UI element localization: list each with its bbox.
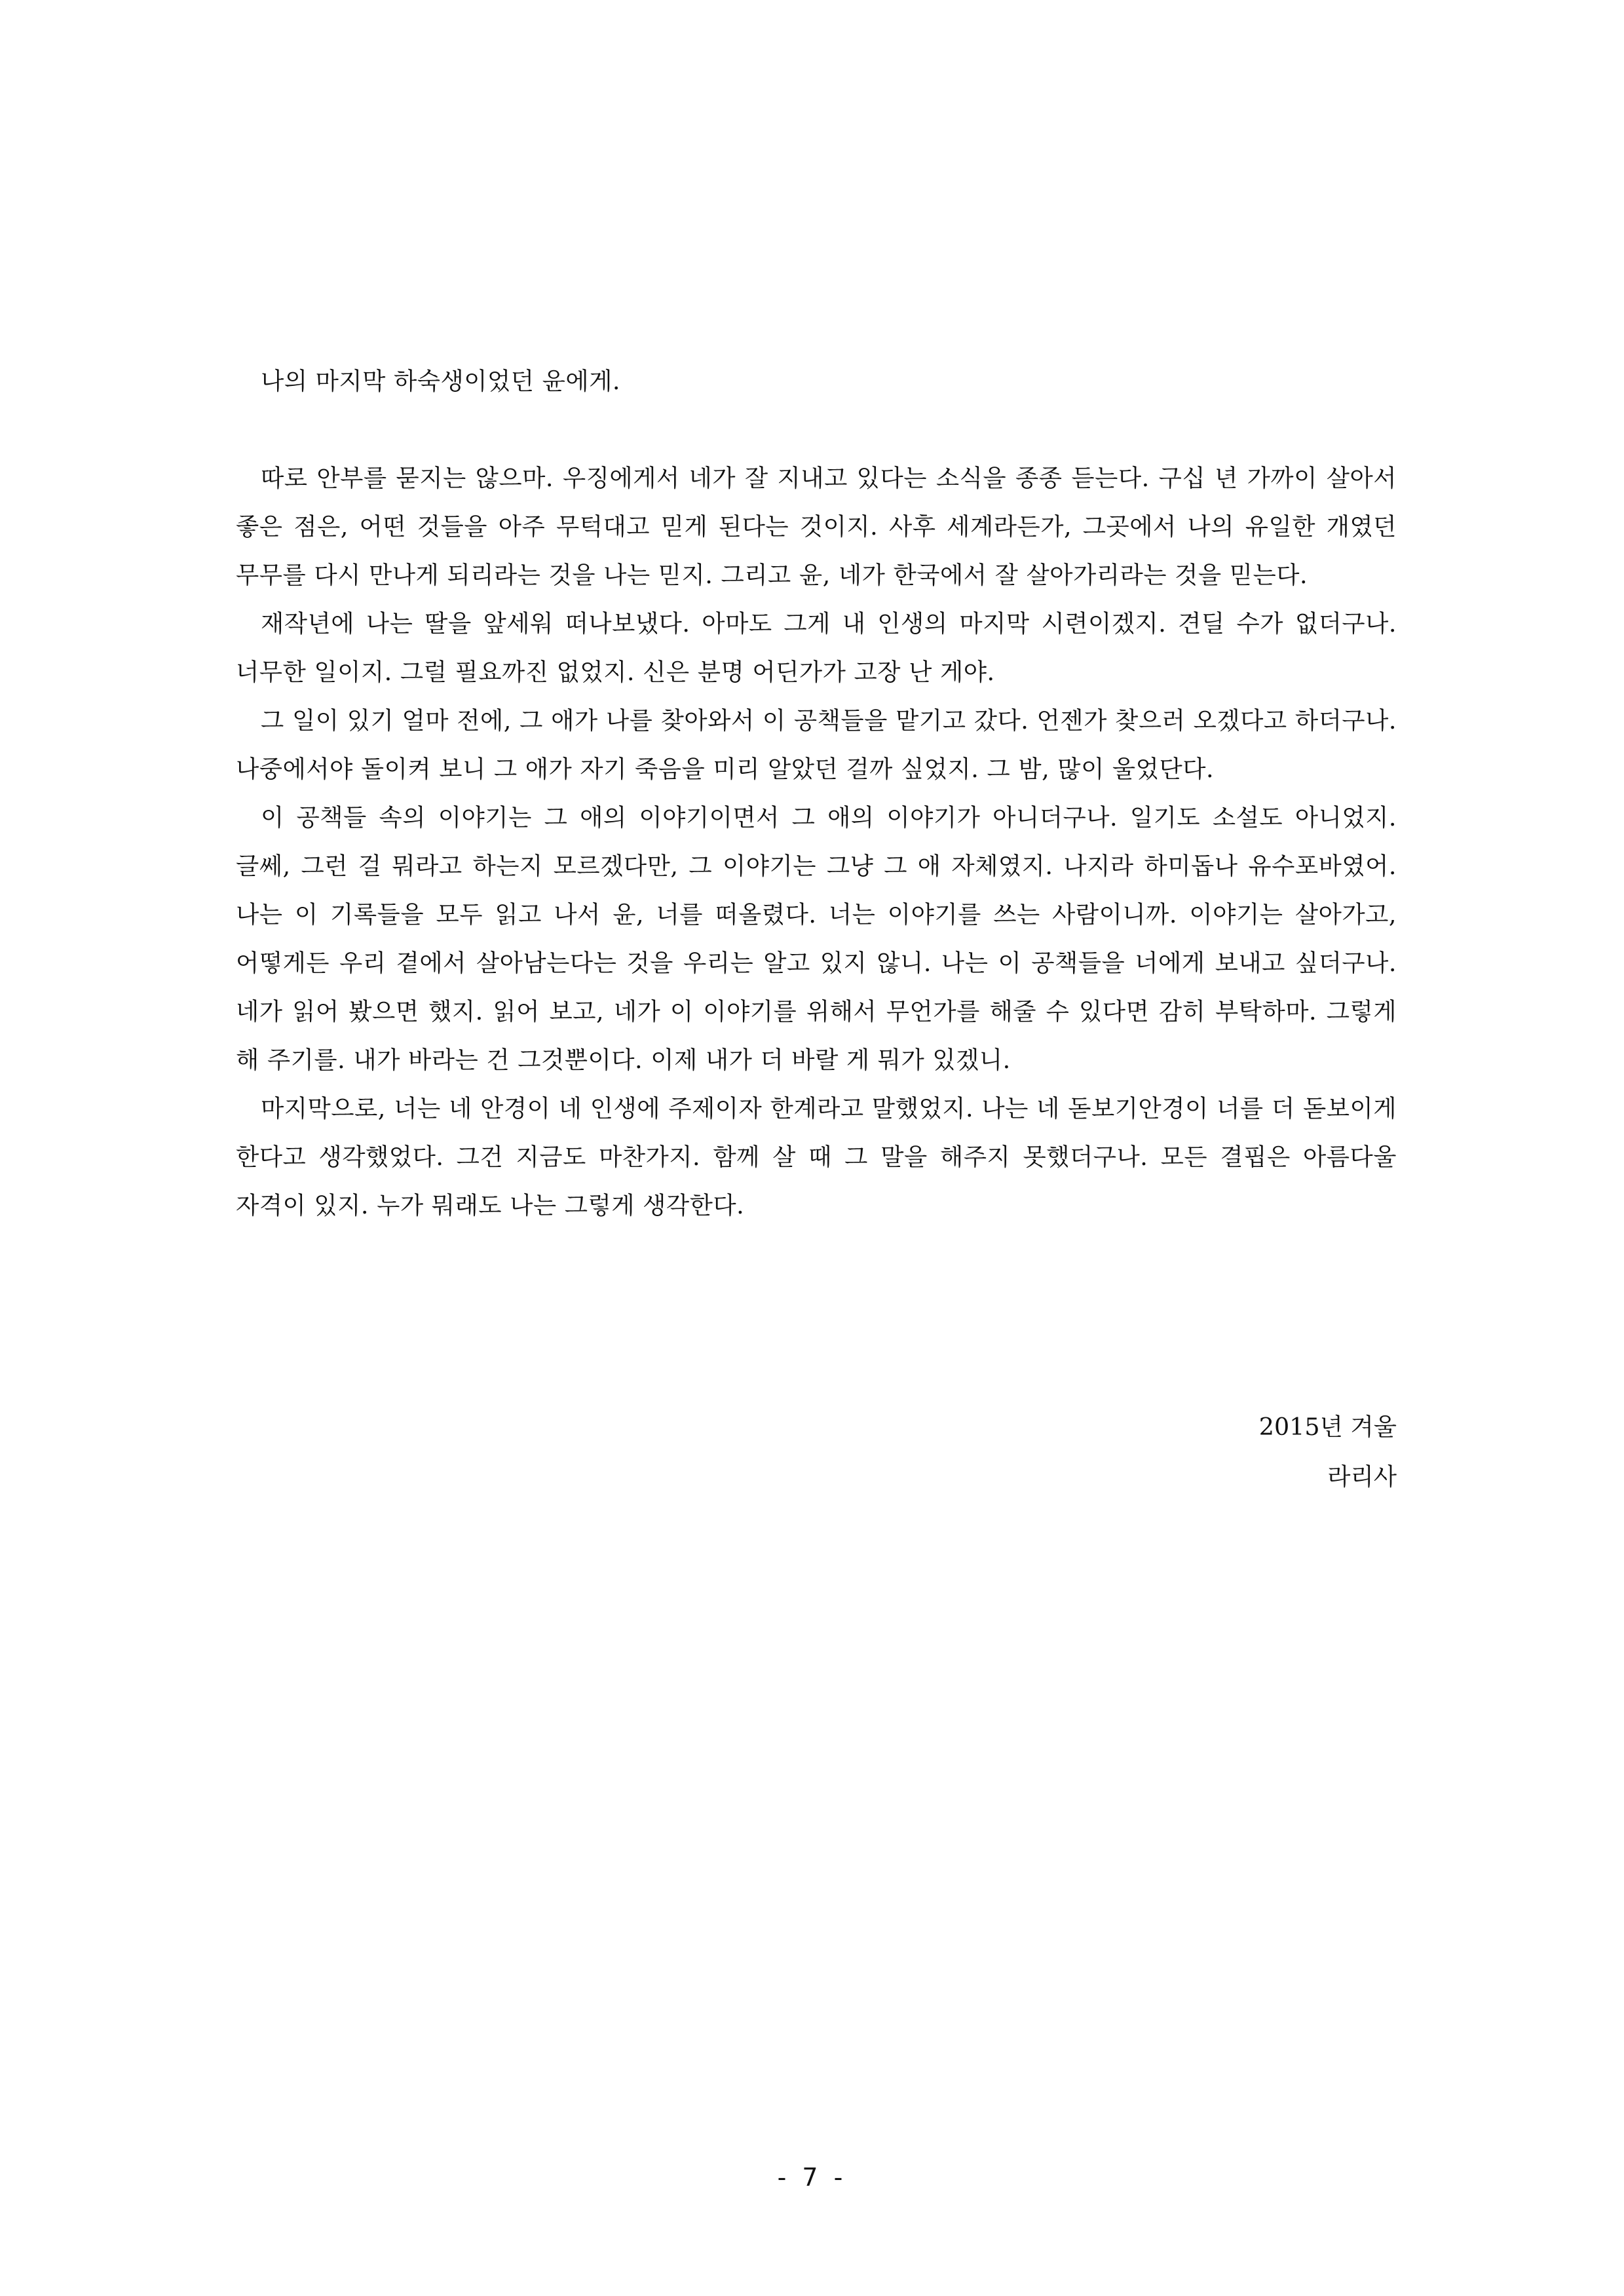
letter-date: 2015년 겨울 [1258,1413,1397,1441]
paragraph: 이 공책들 속의 이야기는 그 애의 이야기이면서 그 애의 이야기가 아니더구나. 일기도 소설도 아니었지. 글쎄, 그런 걸 뭐라고 하는지 모르겠다만, 그 이야기는 그냥 그 애 자체였지. 나지라 하미돕나 유수포바였어. 나는 이 기록들을 모두 읽고 나서 윤, 너를 떠올렸다. 너는 이야기를 쓰는 사람이니까. 이야기는 살아가고, 어떻게든 우리 곁에서 살아남는다는 것을 우리는 알고 있지 않니. 나는 이 공책들을 너에게 보내고 싶더구나. 네가 읽어 봤으면 했지. 읽어 보고, 네가 이 이야기를 위해서 무언가를 해줄 수 있다면 감히 부탁하마. 그렇게 해 주기를. 내가 바라는 건 그것뿐이다. 이제 내가 더 바랄 게 뭐가 있겠니. [236,803,1397,1074]
letter-signature: 라리사 [1327,1463,1397,1491]
page-number: - 7 - [777,2163,847,2192]
blank-line [236,406,1397,454]
paragraph: 그 일이 있기 얼마 전에, 그 애가 나를 찾아와서 이 공책들을 맡기고 갔다. 언젠가 찾으러 오겠다고 하더구나. 나중에서야 돌이켜 보니 그 애가 자기 죽음을 미리 알았던 걸까 싶었지. 그 밤, 많이 울었단다. [236,706,1397,783]
paragraph: 따로 안부를 묻지는 않으마. 우징에게서 네가 잘 지내고 있다는 소식을 종종 듣는다. 구십 년 가까이 살아서 좋은 점은, 어떤 것들을 아주 무턱대고 믿게 된다는 것이지. 사후 세계라든가, 그곳에서 나의 유일한 개였던 무무를 다시 만나게 되리라는 것을 나는 믿지. 그리고 윤, 네가 한국에서 잘 살아가리라는 것을 믿는다. [236,464,1397,589]
letter-closing [1259,1402,1397,1502]
paragraph: 마지막으로, 너는 네 안경이 네 인생에 주제이자 한계라고 말했었지. 나는 네 돋보기안경이 너를 더 돋보이게 한다고 생각했었다. 그건 지금도 마찬가지. 함께 살 때 그 말을 해주지 못했더구나. 모든 결핍은 아름다울 자격이 있지. 누가 뭐래도 나는 그렇게 생각한다. [236,1094,1397,1219]
letter-body [236,357,1397,1230]
salutation: 나의 마지막 하숙생이었던 윤에게. [261,367,621,395]
paragraph: 재작년에 나는 딸을 앞세워 떠나보냈다. 아마도 그게 내 인생의 마지막 시련이겠지. 견딜 수가 없더구나. 너무한 일이지. 그럴 필요까진 없었지. 신은 분명 어딘가가 고장 난 게야. [236,609,1397,686]
